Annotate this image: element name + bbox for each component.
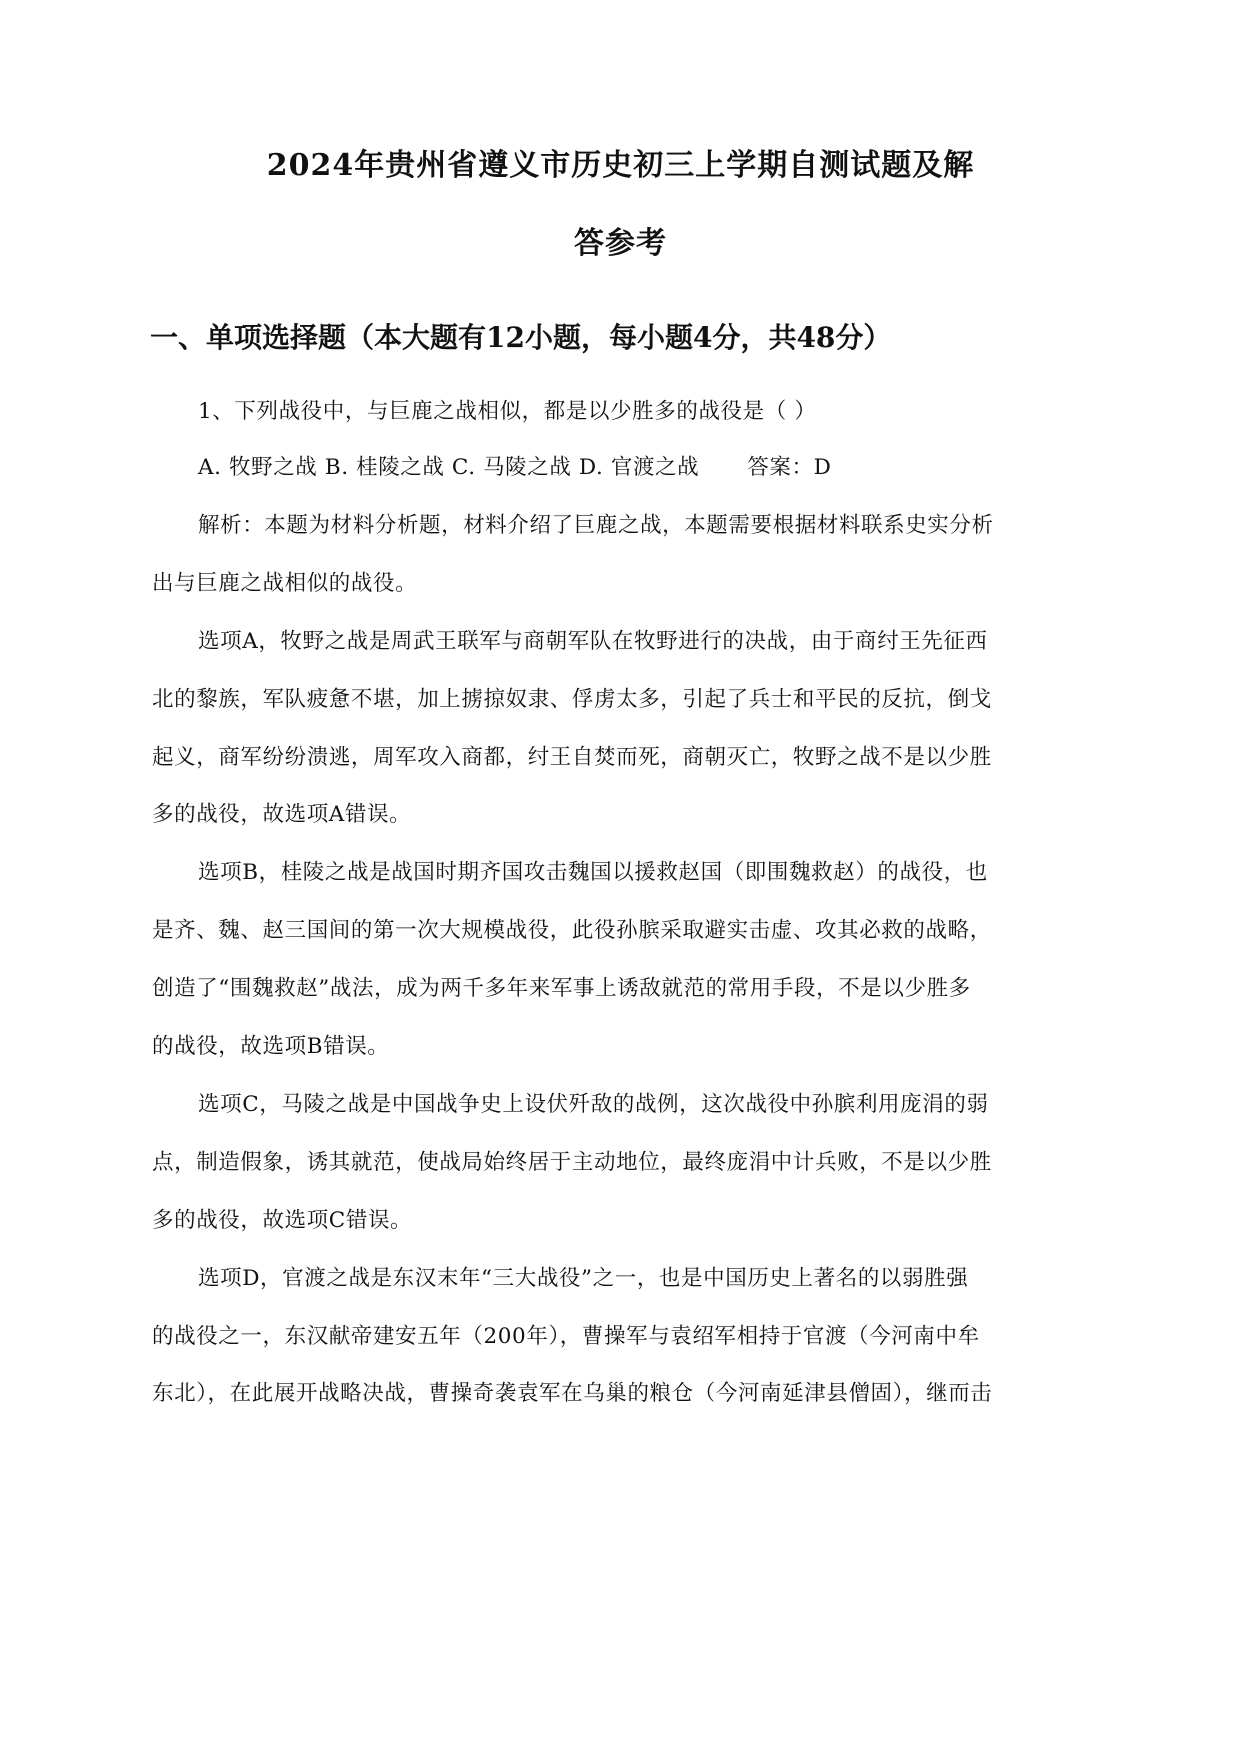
option-b-analysis-line: 选项B，桂陵之战是战国时期齐国攻击魏国以援救赵国（即围魏救赵）的战役，也 [198,860,988,885]
option-a-analysis-line: 起义，商军纷纷溃逃，周军攻入商都，纣王自焚而死，商朝灭亡，牧野之战不是以少胜 [152,745,992,770]
option-c-analysis-line: 点，制造假象，诱其就范，使战局始终居于主动地位，最终庞涓中计兵败，不是以少胜 [152,1150,992,1175]
option-c-analysis-line: 选项C，马陵之战是中国战争史上设伏歼敌的战例，这次战役中孙膑利用庞涓的弱 [198,1092,989,1117]
option-d-analysis-line: 选项D，官渡之战是东汉末年“三大战役”之一，也是中国历史上著名的以弱胜强 [198,1266,969,1291]
option-a-analysis-line: 选项A，牧野之战是周武王联军与商朝军队在牧野进行的决战，由于商纣王先征西 [198,629,988,654]
question-1-options-row [198,450,1092,481]
document-title-line-1: 2024年贵州省遵义市历史初三上学期自测试题及解 [266,148,975,183]
section-heading: 一、单项选择题（本大题有12小题，每小题4分，共48分） [150,321,892,354]
option-a-analysis-line: 北的黎族，军队疲惫不堪，加上掳掠奴隶、俘虏太多，引起了兵士和平民的反抗，倒戈 [152,687,992,712]
question-1-stem: 1、下列战役中，与巨鹿之战相似，都是以少胜多的战役是（ ） [198,399,817,424]
document-title-line-2: 答参考 [574,226,667,261]
option-d-analysis-line: 的战役之一，东汉献帝建安五年（200年），曹操军与袁绍军相持于官渡（今河南中牟 [152,1324,980,1349]
option-b-analysis-line: 的战役，故选项B错误。 [152,1034,390,1059]
analysis-line: 解析：本题为材料分析题，材料介绍了巨鹿之战，本题需要根据材料联系史实分析 [198,513,994,538]
option-a-analysis-line: 多的战役，故选项A错误。 [152,802,412,827]
question-1-options: A. 牧野之战 B. 桂陵之战 C. 马陵之战 D. 官渡之战 [198,455,700,480]
analysis-line: 出与巨鹿之战相似的战役。 [152,571,418,596]
option-b-analysis-line: 是齐、魏、赵三国间的第一次大规模战役，此役孙膑采取避实击虚、攻其必救的战略， [152,918,992,943]
option-c-analysis-line: 多的战役，故选项C错误。 [152,1208,413,1233]
question-1-answer: 答案：D [747,455,832,480]
option-d-analysis-line: 东北），在此展开战略决战，曹操奇袭袁军在乌巢的粮仓（今河南延津县僧固），继而击 [152,1381,993,1406]
option-b-analysis-line: 创造了“围魏救赵”战法，成为两千多年来军事上诱敌就范的常用手段，不是以少胜多 [152,976,971,1001]
